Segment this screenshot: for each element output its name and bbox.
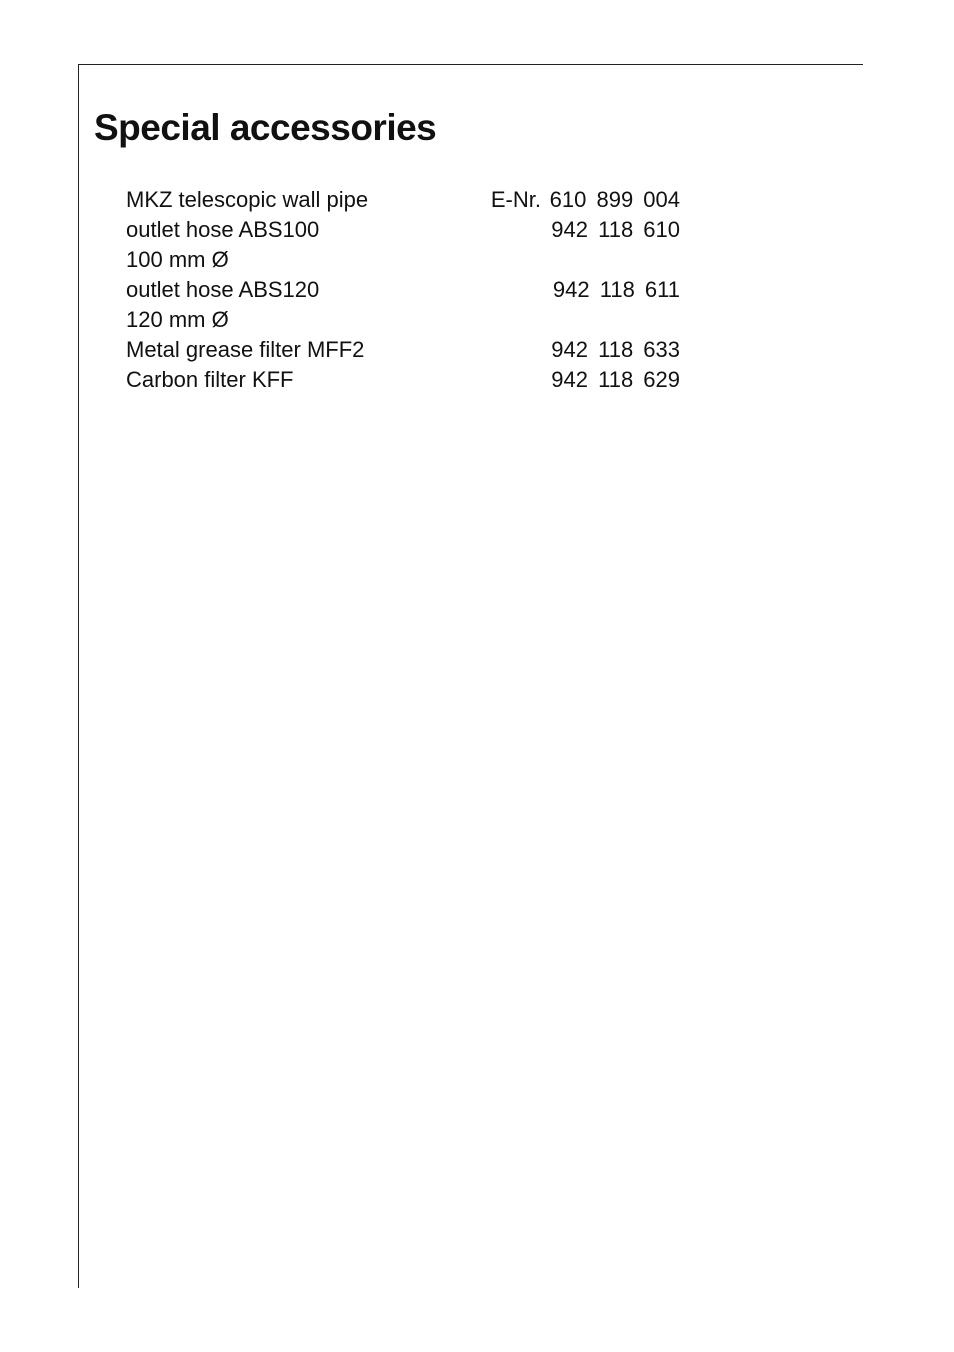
accessory-list xyxy=(126,185,686,395)
accessory-description: outlet hose ABS120 xyxy=(126,277,320,302)
part-number: 942 118 633 xyxy=(551,337,680,362)
page-frame-left-rule xyxy=(78,64,79,1288)
accessory-row xyxy=(126,185,686,215)
part-number-prefix: E-Nr. xyxy=(490,187,541,212)
page-title: Special accessories xyxy=(94,107,437,148)
accessory-row xyxy=(126,335,686,365)
accessory-description: Metal grease filter MFF2 xyxy=(126,337,365,362)
accessory-row xyxy=(126,305,686,335)
accessory-row xyxy=(126,365,686,395)
accessory-description: 100 mm Ø xyxy=(126,247,229,272)
part-number: 942 118 629 xyxy=(551,367,680,392)
accessory-description: Carbon filter KFF xyxy=(126,367,294,392)
page-frame-top-rule xyxy=(78,64,863,65)
part-number: 942 118 610 xyxy=(551,217,680,242)
accessory-row xyxy=(126,245,686,275)
accessory-row xyxy=(126,215,686,245)
accessory-row xyxy=(126,275,686,305)
part-number: 942 118 611 xyxy=(552,277,680,302)
accessory-description: MKZ telescopic wall pipe xyxy=(126,187,369,212)
accessory-description: outlet hose ABS100 xyxy=(126,217,320,242)
accessory-description: 120 mm Ø xyxy=(126,307,229,332)
part-number: 610 899 004 xyxy=(549,187,680,212)
